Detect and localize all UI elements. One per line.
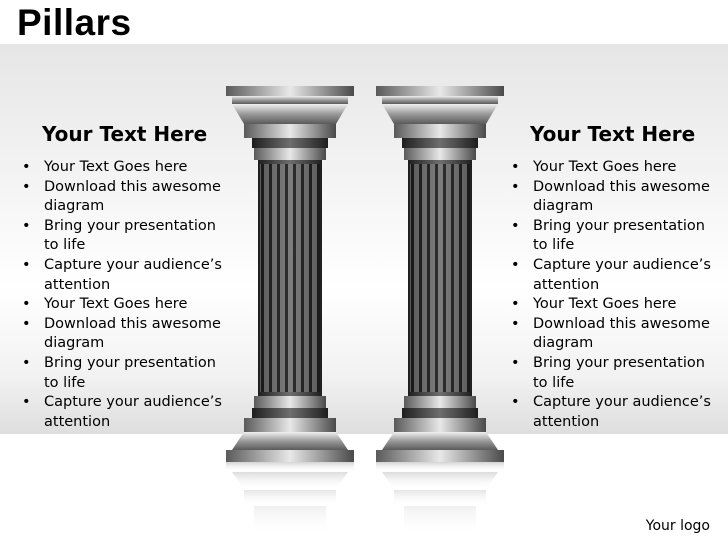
list-item: • Capture your audience’s attention bbox=[16, 256, 226, 295]
list-item: • Download this awesome diagram bbox=[16, 178, 226, 217]
pillar-icon bbox=[374, 86, 506, 546]
list-item: • Bring your presentation to life bbox=[505, 217, 723, 256]
slide-title: Pillars bbox=[17, 2, 132, 43]
list-item: • Download this awesome diagram bbox=[505, 178, 723, 217]
logo-text: Your logo bbox=[645, 518, 710, 534]
list-item: • Bring your presentation to life bbox=[16, 217, 226, 256]
left-bullet-list bbox=[16, 158, 226, 432]
list-item: • Your Text Goes here bbox=[16, 295, 226, 315]
right-bullet-list bbox=[505, 158, 723, 432]
floor-area bbox=[0, 434, 728, 546]
pillar-right bbox=[374, 86, 506, 546]
list-item: • Download this awesome diagram bbox=[16, 315, 226, 354]
pillar-left bbox=[224, 86, 356, 546]
list-item: • Your Text Goes here bbox=[505, 158, 723, 178]
list-item: • Capture your audience’s attention bbox=[505, 393, 723, 432]
list-item: • Download this awesome diagram bbox=[505, 315, 723, 354]
list-item: • Capture your audience’s attention bbox=[16, 393, 226, 432]
list-item: • Bring your presentation to life bbox=[505, 354, 723, 393]
list-item: • Your Text Goes here bbox=[16, 158, 226, 178]
list-item: • Your Text Goes here bbox=[505, 295, 723, 315]
list-item: • Capture your audience’s attention bbox=[505, 256, 723, 295]
left-heading: Your Text Here bbox=[42, 122, 208, 146]
right-heading: Your Text Here bbox=[530, 122, 696, 146]
pillar-icon bbox=[224, 86, 356, 546]
list-item: • Bring your presentation to life bbox=[16, 354, 226, 393]
